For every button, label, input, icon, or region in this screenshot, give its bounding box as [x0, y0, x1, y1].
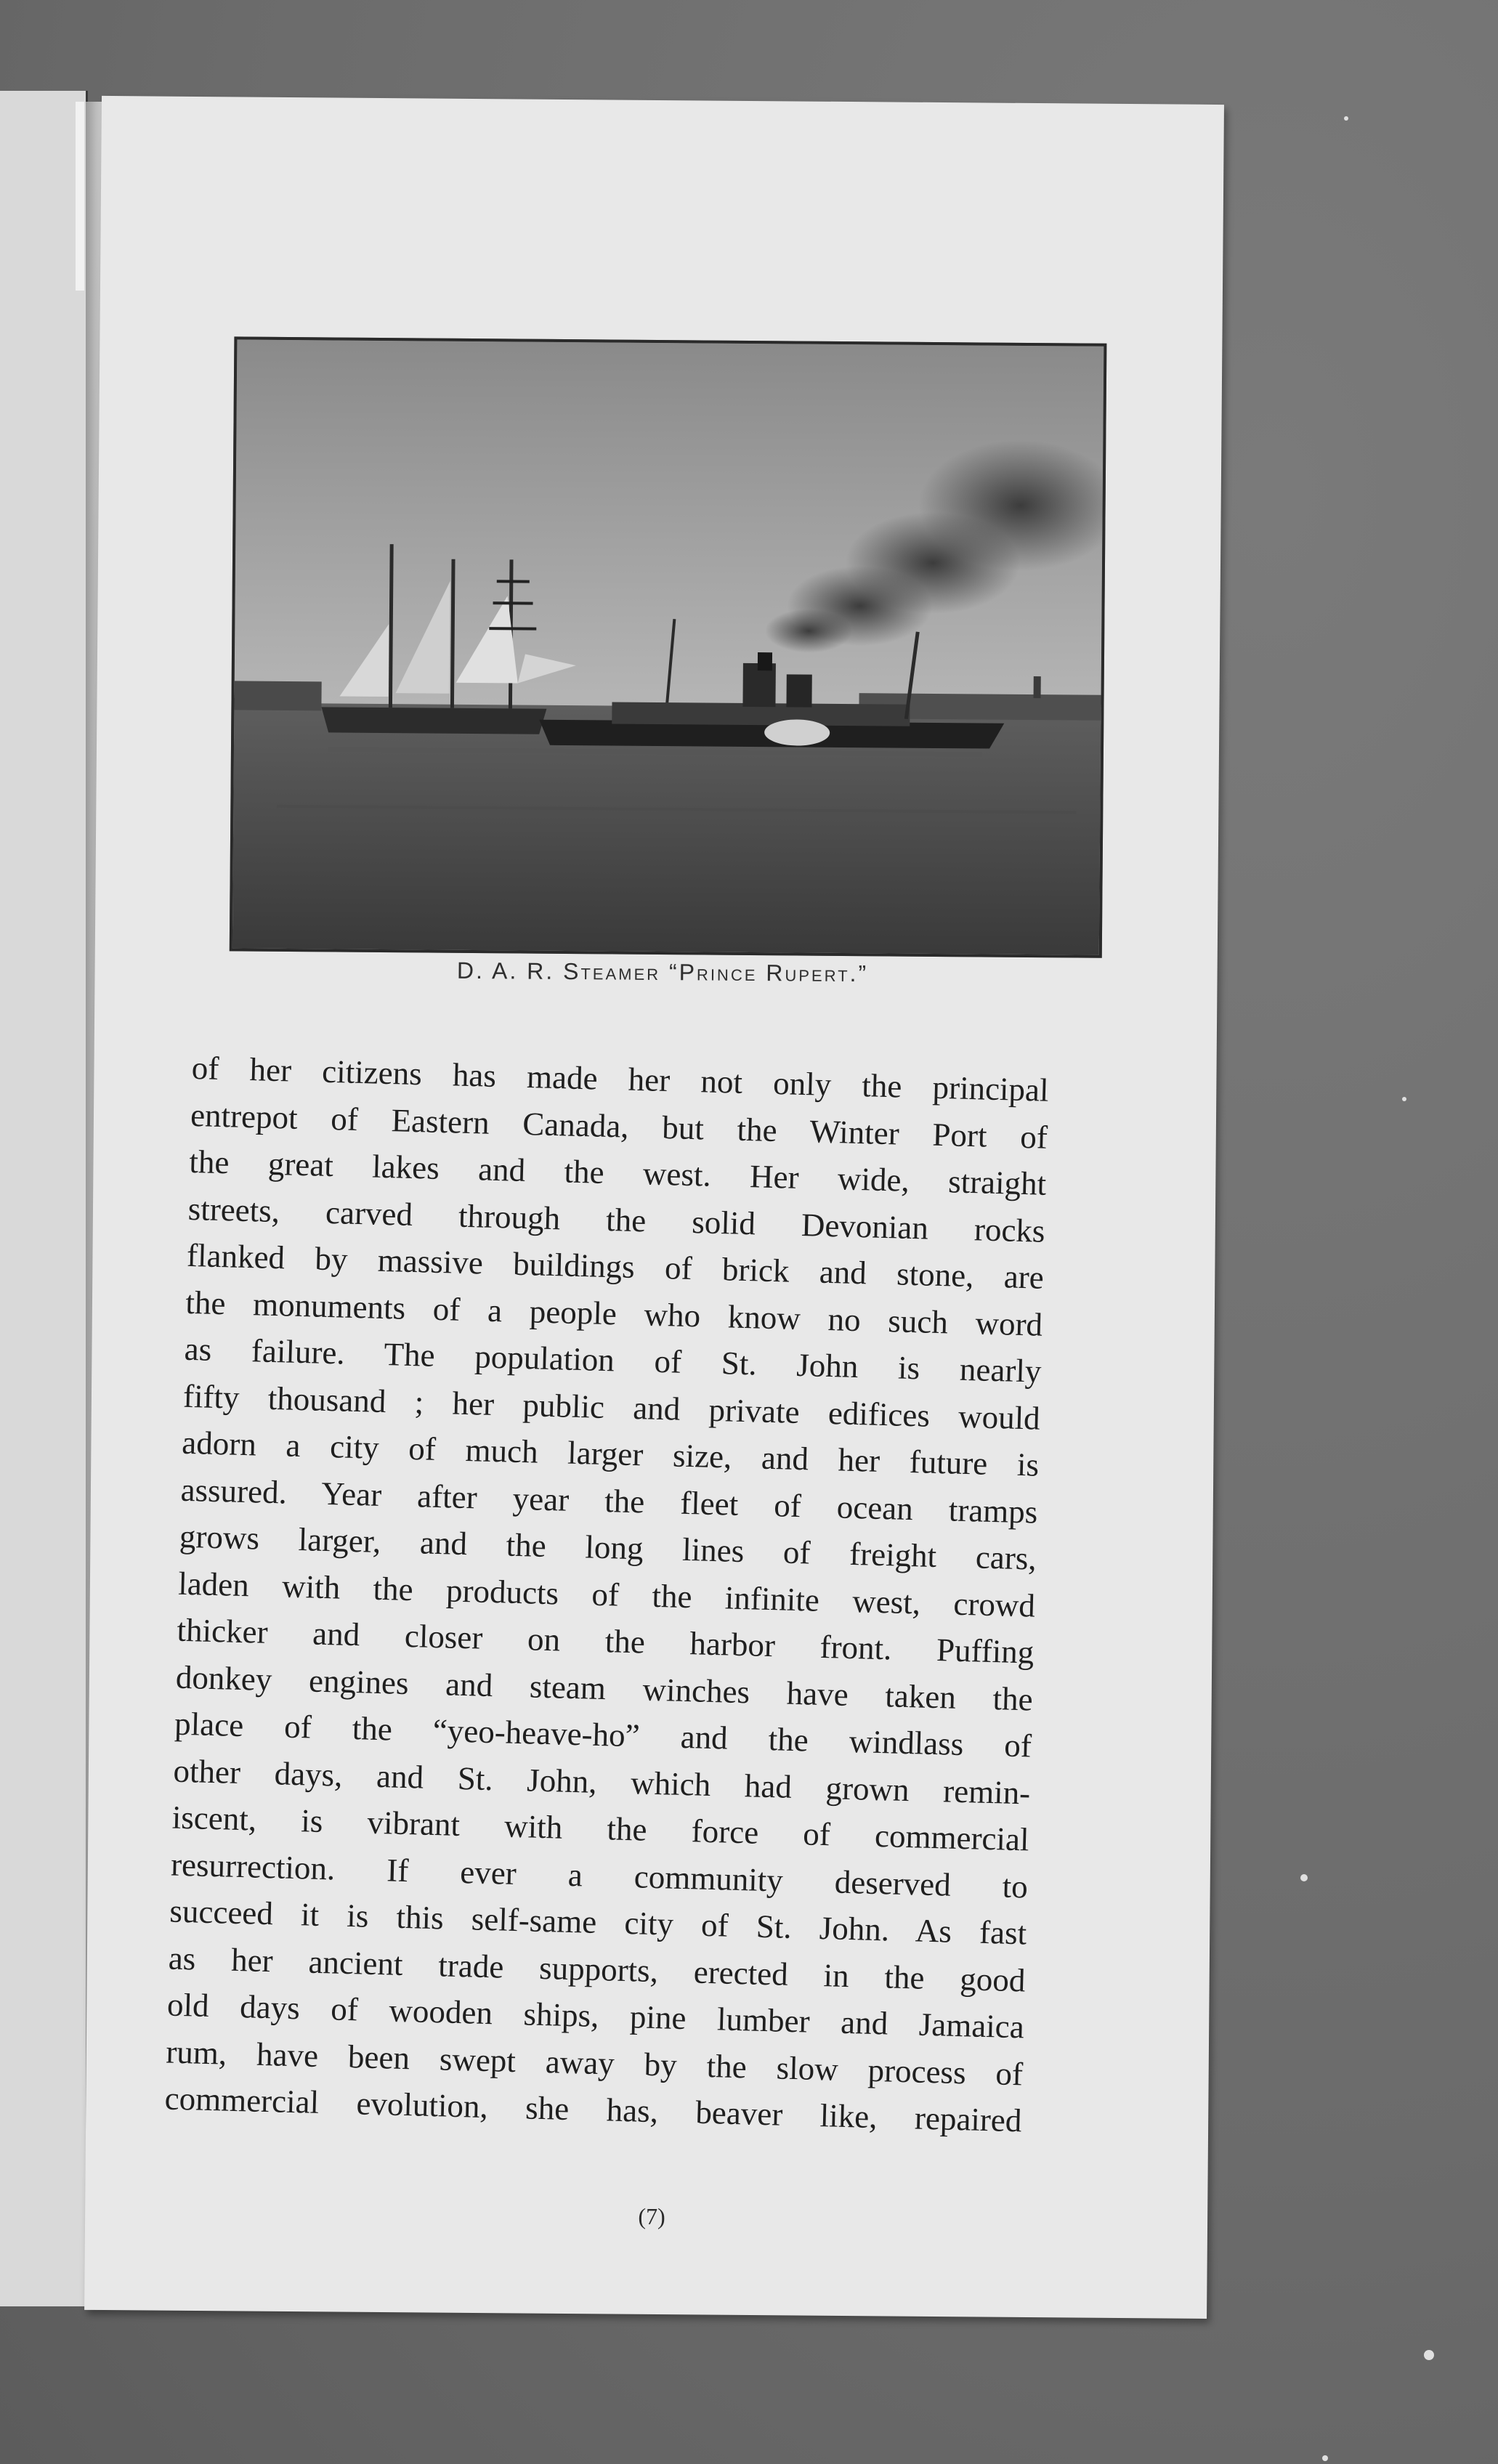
page-number: (7) — [638, 2202, 665, 2230]
steamer-photograph — [230, 336, 1107, 957]
facing-page-highlight — [76, 102, 84, 291]
text-line: thicker and closer on the harbor front. Puffing — [177, 1611, 1035, 1671]
text-line: flanked by massive buildings of brick and stone, are — [186, 1236, 1045, 1296]
scan-speck — [1344, 116, 1348, 121]
text-line: succeed it is this self-same city of St. John. As fast — [169, 1892, 1027, 1952]
text-line: other days, and St. John, which had grown remin- — [172, 1752, 1031, 1811]
scan-speck — [1322, 2455, 1328, 2461]
text-line: commercial evolution, she has, beaver like, repaired — [164, 2080, 1023, 2139]
text-line: streets, carved through the solid Devonian rocks — [187, 1190, 1046, 1249]
book-page — [84, 96, 1224, 2319]
text-line: resurrection. If ever a community deserved to — [170, 1846, 1029, 1905]
photo-caption: D. A. R. Steamer “Prince Rupert.” — [456, 957, 869, 987]
text-line: rum, have been swept away by the slow process of — [165, 2033, 1024, 2092]
text-line: fifty thousand ; her public and private edifices would — [182, 1377, 1041, 1437]
scan-speck — [1300, 1874, 1308, 1881]
facing-page-edge — [0, 91, 88, 2306]
text-line: the great lakes and the west. Her wide, straight — [188, 1143, 1047, 1202]
text-line: grows larger, and the long lines of freight cars, — [179, 1517, 1037, 1577]
text-line: as her ancient trade supports, erected in the good — [168, 1940, 1027, 1998]
body-paragraph — [164, 1045, 1049, 2144]
text-line: entrepot of Eastern Canada, but the Winter Port of — [190, 1096, 1048, 1156]
text-line: laden with the products of the infinite west, crowd — [177, 1565, 1036, 1624]
harbor-steamer-illustration — [232, 339, 1104, 955]
text-line: as failure. The population of St. John is nearly — [184, 1330, 1042, 1390]
scan-speck — [1402, 1097, 1406, 1101]
text-line: old days of wooden ships, pine lumber and Jamaica — [166, 1986, 1025, 2046]
text-line: iscent, is vibrant with the force of commercial — [171, 1799, 1030, 1858]
text-line: assured. Year after year the fleet of ocean tramps — [180, 1471, 1038, 1531]
text-line: the monuments of a people who know no such word — [185, 1284, 1043, 1343]
text-line: place of the “yeo-heave-ho” and the windlass of — [174, 1705, 1032, 1764]
text-line: donkey engines and steam winches have taken the — [175, 1658, 1034, 1718]
scan-speck — [1424, 2350, 1434, 2360]
text-line: adorn a city of much larger size, and her future is — [181, 1424, 1040, 1483]
text-line: of her citizens has made her not only the principal — [191, 1049, 1050, 1109]
